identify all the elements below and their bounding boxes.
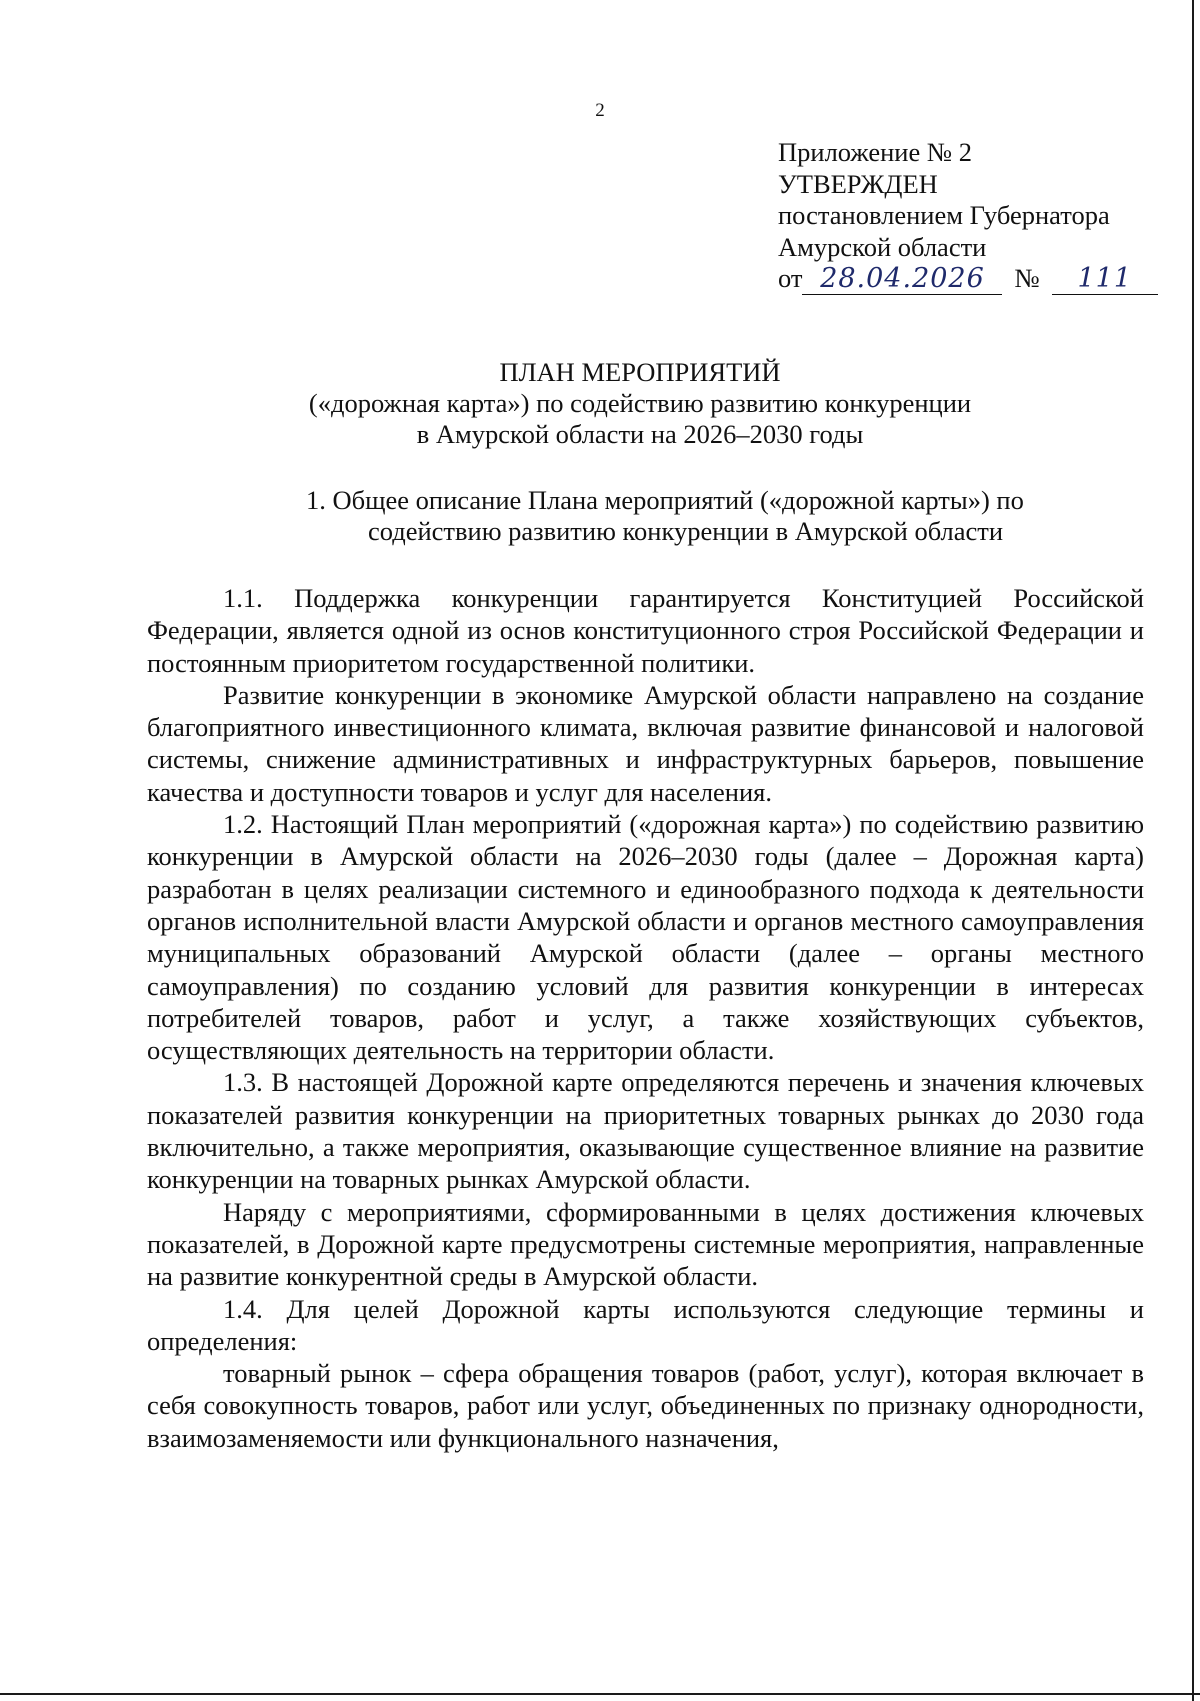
handwritten-number: 111 [1052,264,1158,295]
paragraph: 1.2. Настоящий План мероприятий («дорожная карта») по содействию развитию конкуренции в Амурской области на 2026–2030 годы (далее – Дорожная карта) разработан в целях реализации системного и единообразного подхода к деятельности органов исполнительной власти Амурской области и органов местного самоуправления муниципальных образований Амурской области (далее – органы местного самоуправления) по созданию условий для развития конкуренции в интересах потребителей товаров, работ и услуг, а также хозяйствующих субъектов, осуществляющих деятельность на территории области. [147,809,1144,1066]
number-sign: № [1014,263,1040,293]
section-heading [306,485,1024,547]
approved-by: постановлением Губернатора [778,200,1110,230]
handwritten-date: 28.04.2026 [802,264,1002,295]
document-title [0,357,1200,450]
section-heading-line-2: содействию развитию конкуренции в Амурской области [368,516,1004,546]
annex-approval-block [778,137,1158,295]
title-line-3: в Амурской области на 2026–2030 годы [416,419,864,449]
document-body [147,582,1144,1454]
section-heading-line-1: 1. Общее описание Плана мероприятий («дорожной карты») по [306,485,1024,515]
paragraph: Наряду с мероприятиями, сформированными в целях достижения ключевых показателей, в Дорожной карте предусмотрены системные мероприятия, направленные на развитие конкурентной среды в Амурской области. [147,1196,1144,1292]
scan-edge-right [1192,0,1194,1701]
title-line-1: ПЛАН МЕРОПРИЯТИЙ [499,357,781,387]
paragraph: 1.4. Для целей Дорожной карты используются следующие термины и определения: [147,1293,1144,1356]
paragraph: 1.3. В настоящей Дорожной карте определяются перечень и значения ключевых показателей развития конкуренции на приоритетных товарных рынках до 2030 года включительно, а также мероприятия, оказывающие существенное влияние на развитие конкуренции на товарных рынках Амурской области. [147,1067,1144,1195]
paragraph: 1.1. Поддержка конкуренции гарантируется Конституцией Российской Федерации, является одной из основ конституционного строя Российской Федерации и постоянным приоритетом государственной политики. [147,583,1144,678]
page-number: 2 [595,100,605,121]
approved-region: Амурской области [778,231,987,262]
scan-edge-bottom [0,1693,1200,1695]
paragraph: товарный рынок – сфера обращения товаров (работ, услуг), которая включает в себя совокупность товаров, работ или услуг, объединенных по признаку однородности, взаимозаменяемости или функционального назначения, [147,1358,1144,1453]
paragraph: Развитие конкуренции в экономике Амурской области направлено на создание благоприятного инвестиционного климата, включая развитие финансовой и налоговой системы, снижение административных и инфраструктурных барьеров, повышение качества и доступности товаров и услуг для населения. [147,679,1144,807]
title-line-2: («дорожная карта») по содействию развитию конкуренции [308,388,972,418]
date-prefix: от [778,263,803,293]
approval-date-line [778,263,1158,295]
approved-label: УТВЕРЖДЕН [778,168,938,199]
annex-title: Приложение № 2 [778,137,973,167]
